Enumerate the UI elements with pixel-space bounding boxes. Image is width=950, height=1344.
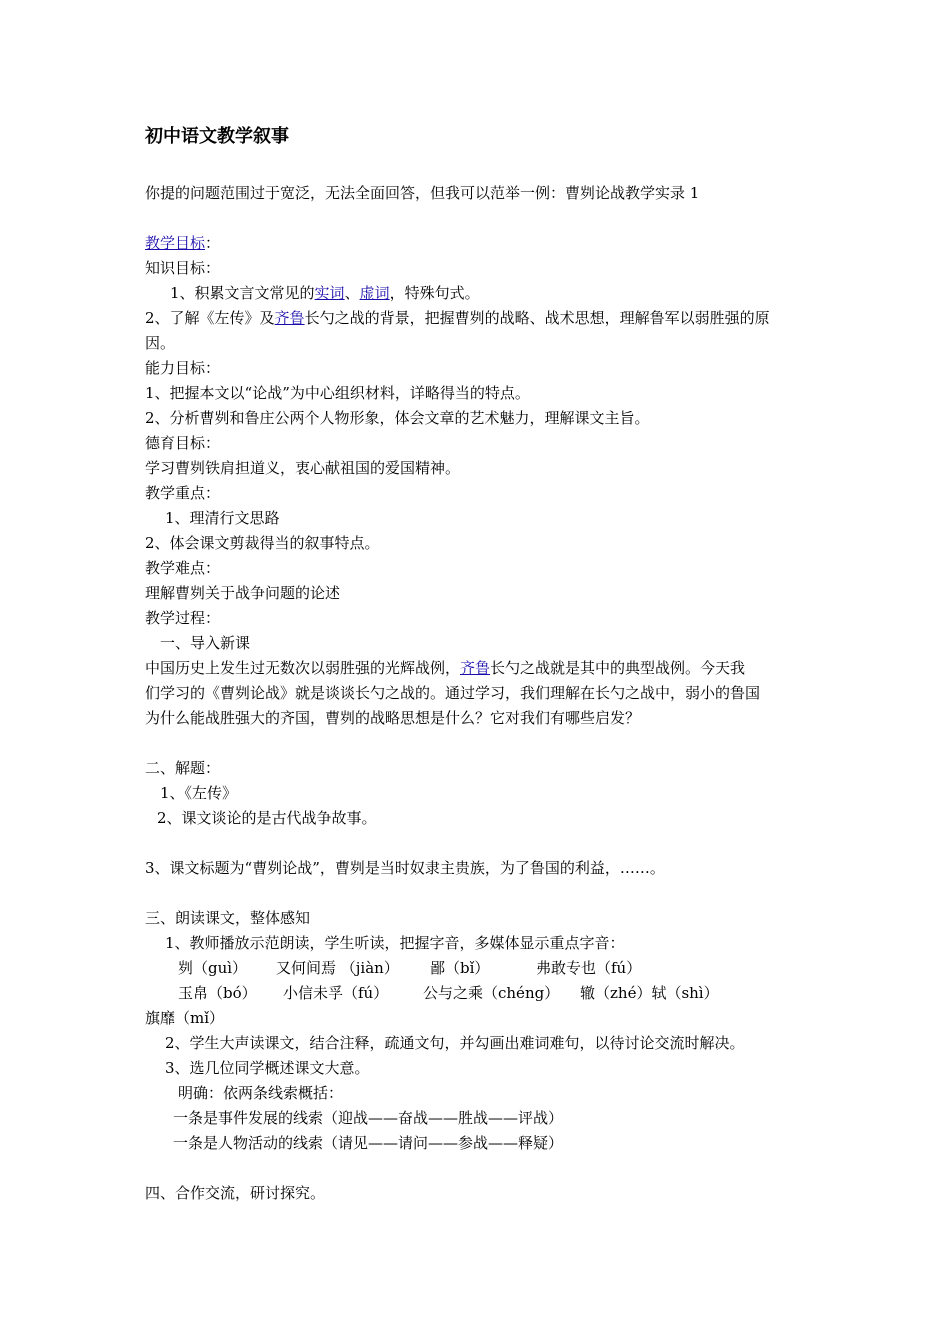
ability-goals-label: 能力目标：	[145, 359, 221, 377]
pron-row3-item-1: 旗靡（mǐ）	[145, 1009, 225, 1027]
knowledge-goal-1-text-a: 1、积累文言文常见的	[170, 284, 315, 302]
key-point-1: 1、理清行文思路	[165, 509, 280, 527]
step-2-heading: 二、解题：	[145, 759, 221, 777]
teaching-goals-suffix: ：	[205, 234, 221, 252]
thread-1: 一条是事件发展的线索（迎战——奋战——胜战——评战）	[173, 1109, 564, 1127]
ability-goal-2: 2、分析曹刿和鲁庄公两个人物形象，体会文章的艺术魅力，理解课文主旨。	[145, 409, 650, 427]
key-point-2: 2、体会课文剪裁得当的叙事特点。	[145, 534, 380, 552]
step-2-item-1: 1、《左传》	[160, 784, 238, 802]
step-3-heading: 三、朗读课文，整体感知	[145, 909, 311, 927]
pron-row1-item-2: 又何间焉 （jiàn）	[276, 959, 399, 977]
step-1-paragraph-line-1	[145, 658, 745, 678]
knowledge-goal-1-text-b: ，特殊句式。	[389, 284, 480, 302]
qilu-link-1[interactable]: 齐鲁	[274, 309, 305, 327]
knowledge-goal-2-text-a: 2、了解《左传》及	[145, 309, 275, 327]
intro-text: 你提的问题范围过于宽泛，无法全面回答，但我可以范举一例：曹刿论战教学实录 1	[145, 184, 700, 202]
clarify-text: 明确：依两条线索概括：	[178, 1084, 344, 1102]
moral-goal-text: 学习曹刿铁肩担道义，衷心献祖国的爱国精神。	[145, 459, 461, 477]
step-1-paragraph-line-2: 们学习的《曹刿论战》就是谈谈长勺之战的。通过学习，我们理解在长勺之战中，弱小的鲁国	[145, 684, 761, 702]
difficulty-text: 理解曹刿关于战争问题的论述	[145, 584, 341, 602]
step-1-text-b: 长勺之战就是其中的典型战例。今天我	[490, 659, 746, 677]
moral-goals-label: 德育目标：	[145, 434, 221, 452]
teaching-goals-heading	[145, 233, 220, 253]
ability-goal-1: 1、把握本文以“论战”为中心组织材料，详略得当的特点。	[145, 384, 530, 402]
pron-row2-item-1: 玉帛（bó）	[178, 984, 257, 1002]
knowledge-goal-2-line-2: 因。	[145, 334, 176, 352]
pron-row2-item-3: 公与之乘（chéng）	[423, 984, 560, 1002]
step-3-item-2: 2、学生大声读课文，结合注释，疏通文句，并勾画出难词难句，以待讨论交流时解决。	[165, 1034, 745, 1052]
difficulty-label: 教学难点：	[145, 559, 221, 577]
step-3-item-3: 3、选几位同学概述课文大意。	[165, 1059, 370, 1077]
teaching-goals-link[interactable]: 教学目标	[145, 234, 206, 252]
qilu-link-2[interactable]: 齐鲁	[460, 659, 491, 677]
key-points-label: 教学重点：	[145, 484, 221, 502]
pron-row1-item-1: 刿（guì）	[178, 959, 248, 977]
step-1-heading: 一、导入新课	[160, 634, 251, 652]
thread-2: 一条是人物活动的线索（请见——请问——参战——释疑）	[173, 1134, 564, 1152]
step-1-paragraph-line-3: 为什么能战胜强大的齐国，曹刿的战略思想是什么？它对我们有哪些启发？	[145, 709, 641, 727]
knowledge-goal-1-sep: 、	[344, 284, 360, 302]
pron-row2-item-2: 小信未孚（fú）	[283, 984, 389, 1002]
knowledge-goal-2-text-b: 长勺之战的背景，把握曹刿的战略、战术思想，理解鲁军以弱胜强的原	[304, 309, 770, 327]
shici-link[interactable]: 实词	[314, 284, 345, 302]
document-title: 初中语文教学叙事	[145, 126, 289, 147]
pron-row2-item-4: 辙（zhé）轼（shì）	[580, 984, 719, 1002]
knowledge-goals-label: 知识目标：	[145, 259, 221, 277]
pron-row1-item-4: 弗敢专也（fú）	[536, 959, 642, 977]
knowledge-goal-2-line-1	[145, 308, 770, 328]
step-2-item-3: 3、课文标题为“曹刿论战”，曹刿是当时奴隶主贵族，为了鲁国的利益，……。	[145, 859, 665, 877]
step-2-item-2: 2、课文谈论的是古代战争故事。	[157, 809, 377, 827]
step-4-heading: 四、合作交流，研讨探究。	[145, 1184, 326, 1202]
step-3-item-1: 1、教师播放示范朗读，学生听读，把握字音，多媒体显示重点字音：	[165, 934, 625, 952]
knowledge-goal-1	[170, 283, 480, 303]
process-label: 教学过程：	[145, 609, 221, 627]
step-1-text-a: 中国历史上发生过无数次以弱胜强的光辉战例，	[145, 659, 461, 677]
pron-row1-item-3: 鄙（bǐ）	[430, 959, 490, 977]
xuci-link[interactable]: 虚词	[359, 284, 390, 302]
